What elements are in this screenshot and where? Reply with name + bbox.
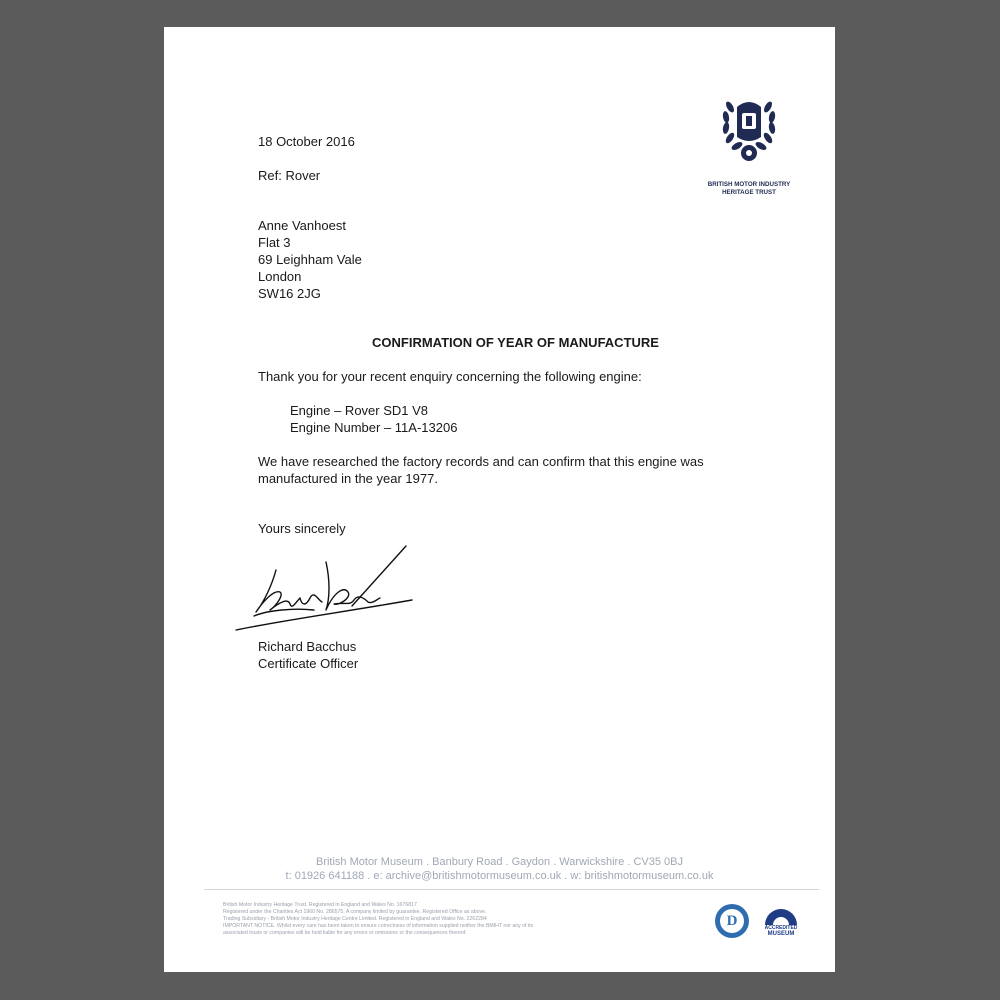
handwritten-signature [234, 540, 424, 635]
logo-text-line2: HERITAGE TRUST [722, 189, 776, 196]
recipient-address-line: Flat 3 [258, 235, 291, 250]
recipient-address-line: London [258, 269, 302, 284]
accredited-label-line1: ACCREDITED [764, 925, 798, 931]
recipient-postcode: SW16 2JG [258, 286, 321, 301]
accredited-museum-badge [761, 903, 801, 943]
fine-print-line: Trading Subsidiary - British Motor Industry Heritage Centre Limited. Registered in England and Wales No. 2262284 [223, 916, 487, 922]
fine-print-line: IMPORTANT NOTICE. Whilst every care has been taken to ensure correctness of information supplied neither the BMIHT nor any of its [223, 923, 534, 929]
letter-page [164, 27, 835, 972]
fine-print-line: Registered under the Charities Act 1960 No. 286575. A company limited by guarantee. Registered Office as above. [223, 909, 487, 915]
footer-contacts: t: 01926 641188 . e: archive@britishmotormuseum.co.uk . w: britishmotormuseum.co.uk [285, 870, 714, 882]
footer-divider [204, 889, 819, 890]
letter-date: 18 October 2016 [258, 134, 355, 149]
fine-print-line: associated trusts or companies will be held liable for any errors or omissions or the consequences thereof. [223, 930, 467, 936]
recipient-name: Anne Vanhoest [258, 218, 346, 233]
letter-ref: Ref: Rover [258, 168, 321, 183]
accredited-museum-icon [761, 903, 801, 925]
engine-model-line: Engine – Rover SD1 V8 [290, 403, 429, 418]
recipient-address-line: 69 Leighham Vale [258, 252, 362, 267]
engine-number-line: Engine Number – 11A-13206 [290, 420, 458, 435]
footer-address: British Motor Museum . Banbury Road . Gaydon . Warwickshire . CV35 0BJ [315, 856, 683, 868]
letter-heading: CONFIRMATION OF YEAR OF MANUFACTURE [372, 335, 659, 350]
designated-collection-badge [714, 903, 750, 939]
bmiht-logo [694, 85, 804, 200]
logo-text-line1: BRITISH MOTOR INDUSTRY [707, 181, 791, 188]
closing-salutation: Yours sincerely [258, 521, 346, 536]
fine-print-line: British Motor Industry Heritage Trust. Registered in England and Wales No. 1676817 [223, 902, 417, 908]
body-paragraph-line1: We have researched the factory records and can confirm that this engine was [258, 454, 704, 469]
body-paragraph-line2: manufactured in the year 1977. [258, 471, 438, 486]
signer-title: Certificate Officer [258, 656, 359, 671]
heritage-trust-emblem-icon [720, 85, 778, 167]
designated-badge-letter: D [726, 913, 738, 929]
accredited-label-line2: MUSEUM [767, 931, 795, 937]
intro-paragraph: Thank you for your recent enquiry concerning the following engine: [258, 369, 642, 384]
signer-name: Richard Bacchus [258, 639, 357, 654]
